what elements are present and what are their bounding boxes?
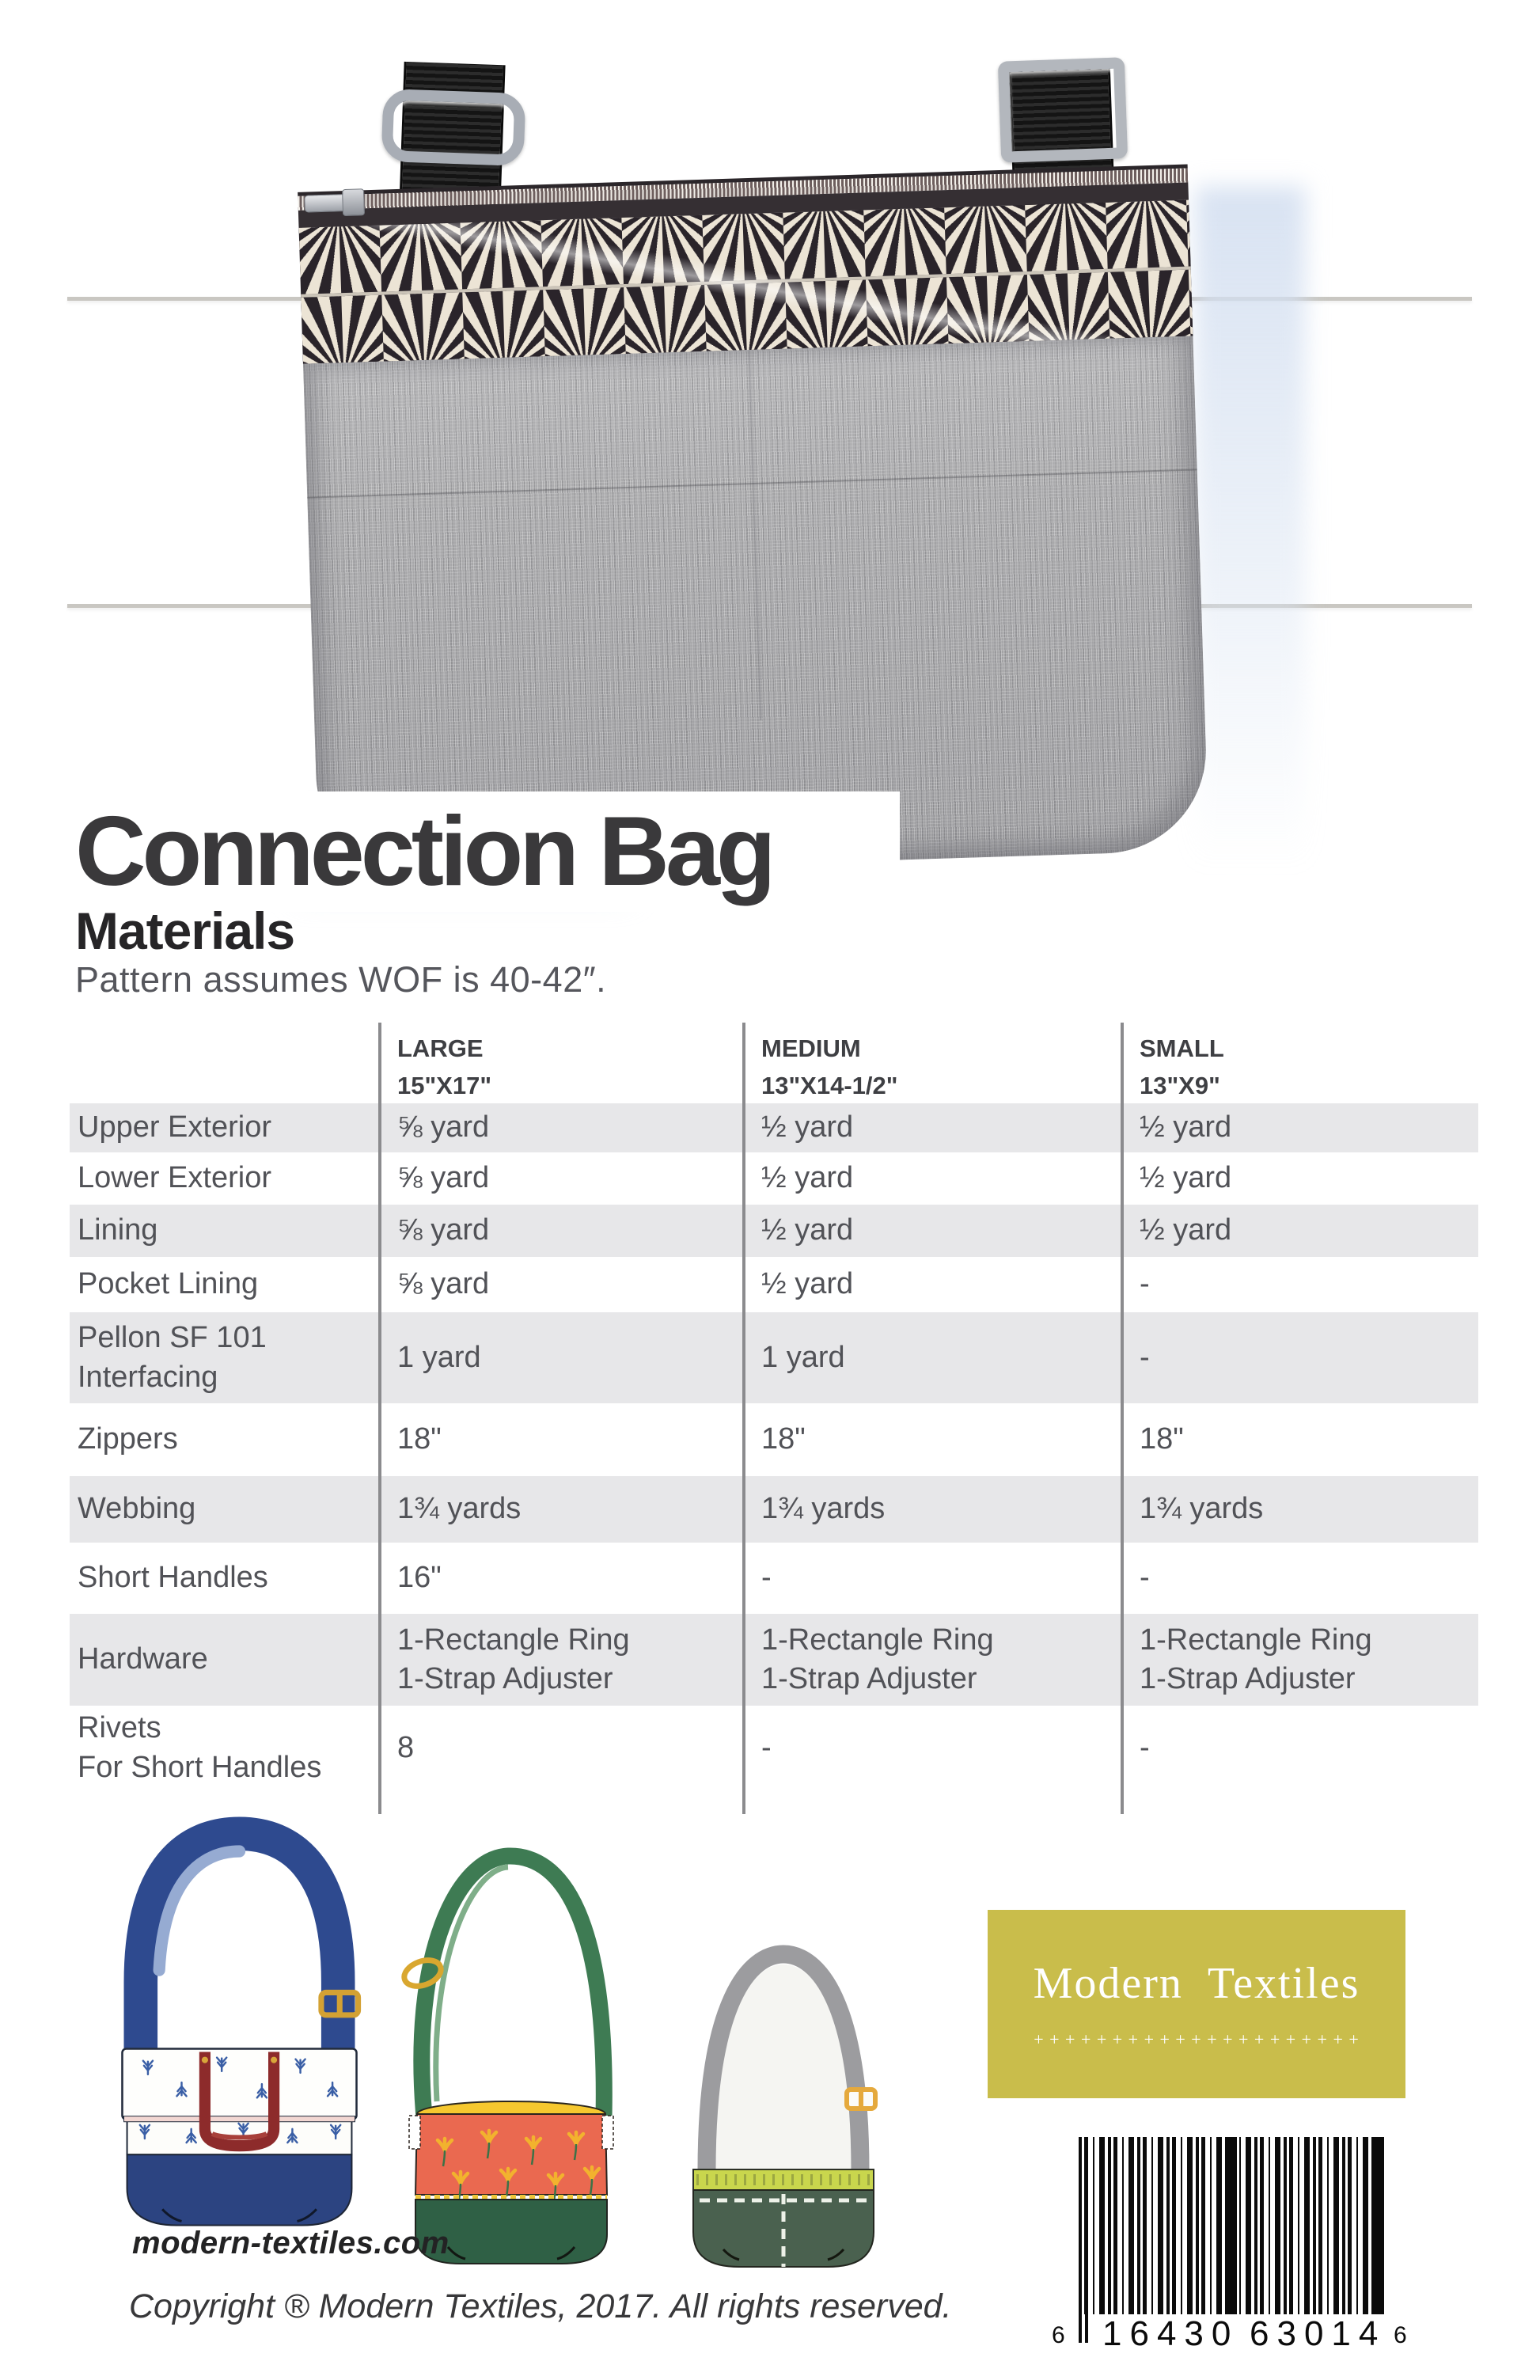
- bag-illustration-medium: [372, 1832, 645, 2276]
- materials-table: [70, 1023, 1478, 1816]
- brand-logo: [988, 1910, 1405, 2098]
- table-row: Lower Exterior ⅝ yard ½ yard ½ yard: [78, 1161, 1232, 1195]
- column-divider: [742, 1023, 745, 1814]
- column-divider: [1121, 1023, 1124, 1814]
- table-row: Lining ⅝ yard ½ yard ½ yard: [70, 1205, 1478, 1257]
- header-empty: [70, 1023, 378, 1104]
- website-url: modern-textiles.com: [132, 2226, 449, 2260]
- table-row: Pocket Lining ⅝ yard ½ yard -: [78, 1267, 1150, 1301]
- header-small: SMALL 13"X9": [1140, 1034, 1224, 1099]
- barcode: [1049, 2131, 1414, 2368]
- table-row: Zippers 18" 18" 18": [78, 1422, 1184, 1456]
- header-medium: MEDIUM 13"X14-1/2": [761, 1034, 898, 1099]
- table-row: Rivets For Short Handles 8 - -: [78, 1711, 1150, 1784]
- metal-rectangle-ring: [998, 57, 1128, 163]
- page-title: Connection Bag: [75, 797, 772, 906]
- materials-heading: Materials: [75, 902, 295, 960]
- table-row: Pellon SF 101 Interfacing 1 yard 1 yard -: [70, 1312, 1478, 1403]
- table-row: Hardware 1-Rectangle Ring 1-Strap Adjuster 1-Rectangle Ring 1-Strap Adjuster 1-Rectangle Ring 1-Strap Adjuster: [70, 1614, 1478, 1706]
- title-block: [67, 791, 900, 912]
- table-row: Upper Exterior ⅝ yard ½ yard ½ yard: [70, 1103, 1478, 1152]
- patterned-band: [299, 200, 1193, 364]
- materials-note: Pattern assumes WOF is 40-42″.: [75, 959, 607, 1000]
- metal-dring: [381, 89, 525, 166]
- zipper-pull: [304, 188, 366, 217]
- table-row: Short Handles 16" - -: [78, 1561, 1150, 1595]
- plus-ornament-row: + + + + + + + + + + + + + + + + + + + + +: [1034, 2029, 1360, 2049]
- column-divider: [378, 1023, 381, 1814]
- table-header-row: [70, 1023, 1478, 1103]
- brand-name: Modern Textiles: [1033, 1959, 1360, 2008]
- bag-shadow: [1195, 186, 1306, 867]
- bag-illustration-large: [95, 1809, 384, 2236]
- bag-illustration-small: [665, 1930, 902, 2282]
- bag-photo: [67, 67, 1480, 875]
- barcode-digit: 6: [1394, 2322, 1407, 2348]
- barcode-digits-group: 16430: [1098, 2314, 1243, 2354]
- barcode-digit: 6: [1052, 2322, 1065, 2348]
- barcode-digits-group: 63014: [1245, 2314, 1390, 2354]
- copyright-line: Copyright ® Modern Textiles, 2017. All rights reserved.: [129, 2287, 952, 2325]
- header-large: LARGE 15"X17": [397, 1034, 492, 1099]
- table-row: Webbing 1¾ yards 1¾ yards 1¾ yards: [70, 1476, 1478, 1543]
